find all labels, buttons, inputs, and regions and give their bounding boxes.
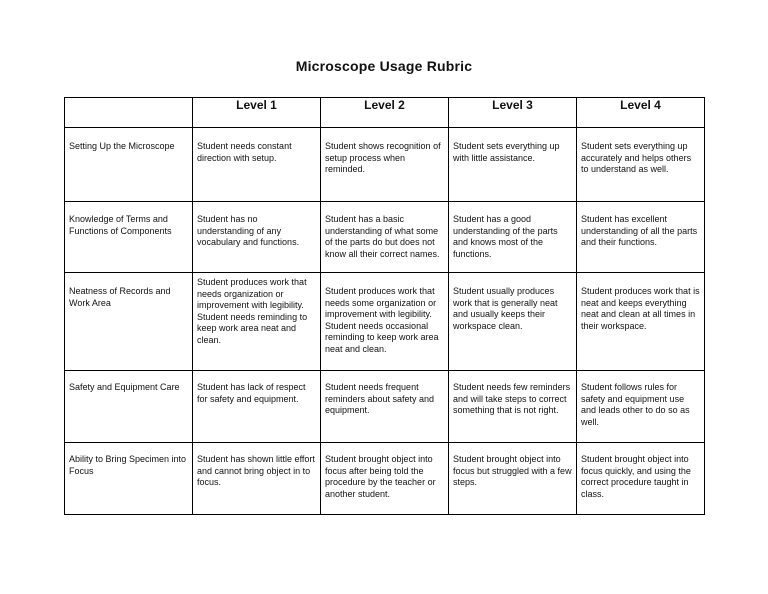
table-row xyxy=(65,273,705,371)
level-cell: Student has no understanding of any vocabulary and functions. xyxy=(193,202,321,273)
criterion-cell: Setting Up the Microscope xyxy=(65,128,193,202)
level-cell: Student produces work that needs organization or improvement with legibility. Student needs reminding to keep work area neat and clean. xyxy=(193,273,321,371)
level-cell: Student has lack of respect for safety and equipment. xyxy=(193,371,321,443)
level-cell: Student has shown little effort and cannot bring object in to focus. xyxy=(193,443,321,515)
criterion-cell: Knowledge of Terms and Functions of Components xyxy=(65,202,193,273)
level-cell: Student needs few reminders and will take steps to correct something that is not right. xyxy=(449,371,577,443)
level-cell: Student usually produces work that is generally neat and usually keeps their workspace clean. xyxy=(449,273,577,371)
criterion-cell: Safety and Equipment Care xyxy=(65,371,193,443)
level-cell: Student has a good understanding of the parts and knows most of the functions. xyxy=(449,202,577,273)
level-cell: Student sets everything up with little assistance. xyxy=(449,128,577,202)
level-cell: Student shows recognition of setup process when reminded. xyxy=(321,128,449,202)
criterion-cell: Neatness of Records and Work Area xyxy=(65,273,193,371)
level-cell: Student has excellent understanding of all the parts and their functions. xyxy=(577,202,705,273)
level-cell: Student produces work that is neat and keeps everything neat and clean at all times in their workspace. xyxy=(577,273,705,371)
level-cell: Student has a basic understanding of what some of the parts do but does not know all their correct names. xyxy=(321,202,449,273)
header-criterion xyxy=(65,98,193,128)
header-level-4: Level 4 xyxy=(577,98,705,128)
document-title: Microscope Usage Rubric xyxy=(295,58,473,74)
table-row xyxy=(65,443,705,515)
header-row xyxy=(65,98,705,128)
level-cell: Student needs constant direction with setup. xyxy=(193,128,321,202)
level-cell: Student brought object into focus after being told the procedure by the teacher or another student. xyxy=(321,443,449,515)
header-level-2: Level 2 xyxy=(321,98,449,128)
table-row xyxy=(65,371,705,443)
header-level-1: Level 1 xyxy=(193,98,321,128)
level-cell: Student brought object into focus but struggled with a few steps. xyxy=(449,443,577,515)
level-cell: Student sets everything up accurately and helps others to understand as well. xyxy=(577,128,705,202)
table-row xyxy=(65,128,705,202)
level-cell: Student needs frequent reminders about safety and equipment. xyxy=(321,371,449,443)
level-cell: Student produces work that needs some organization or improvement with legibility. Student needs occasional reminding to keep work area neat and clean. xyxy=(321,273,449,371)
level-cell: Student brought object into focus quickly, and using the correct procedure taught in class. xyxy=(577,443,705,515)
rubric-table xyxy=(64,97,705,515)
table-row xyxy=(65,202,705,273)
criterion-cell: Ability to Bring Specimen into Focus xyxy=(65,443,193,515)
level-cell: Student follows rules for safety and equipment use and leads other to do so as well. xyxy=(577,371,705,443)
header-level-3: Level 3 xyxy=(449,98,577,128)
